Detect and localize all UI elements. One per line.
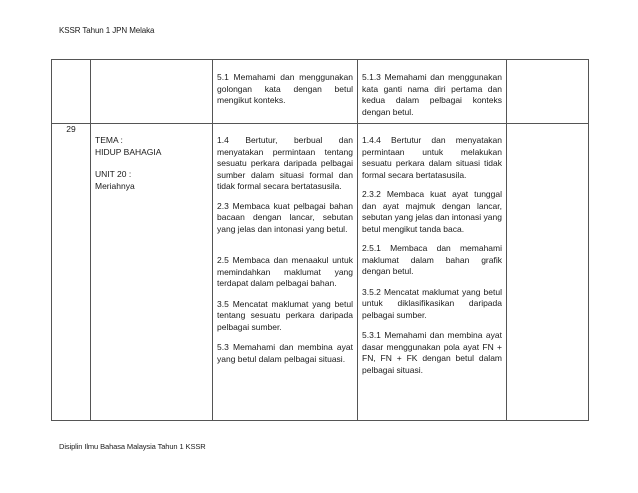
page-header: KSSR Tahun 1 JPN Melaka (59, 26, 155, 35)
learning-standard-text: 2.5.1 Membaca dan memahami maklumat dalam bahan grafik dengan betul. (362, 243, 502, 276)
unit-label: UNIT 20 : (95, 169, 132, 179)
content-standard-text: 1.4 Bertutur, berbual dan menyatakan permintaan tentang sesuatu perkara daripada pelbagai sumber dalam situasi formal dan tidak formal secara bertatasusila. (217, 135, 353, 191)
notes-cell (507, 124, 589, 421)
content-standard-text: 5.3 Memahami dan membina ayat yang betul dalam pelbagai situasi. (217, 342, 353, 364)
content-standard-text: 2.3 Membaca kuat pelbagai bahan bacaan dengan lancar, sebutan yang jelas dan intonasi yang betul. (217, 200, 353, 234)
content-standard-cell (213, 60, 358, 124)
table-row (52, 124, 589, 421)
theme-cell (91, 124, 213, 421)
learning-standard-text: 2.3.2 Membaca kuat ayat tunggal dan ayat majmuk dengan lancar, sebutan yang jelas dan intonasi yang betul mengikut tanda baca. (362, 189, 502, 234)
lesson-plan-table (51, 59, 589, 421)
learning-standard-text: 5.1.3 Memahami dan menggunakan kata ganti nama diri pertama dan kedua dalam pelbagai konteks dengan betul. (362, 72, 502, 117)
content-standard-text: 5.1 Memahami dan menggunakan golongan kata dengan betul mengikut konteks. (217, 72, 353, 105)
theme-label: TEMA : (95, 135, 123, 145)
unit-value: Meriahnya (95, 180, 135, 191)
learning-standard-text: 3.5.2 Mencatat maklumat yang betul untuk diklasifikasikan daripada pelbagai sumber. (362, 286, 502, 320)
theme-value: HIDUP BAHAGIA (95, 146, 162, 157)
learning-standard-text: 1.4.4 Bertutur dan menyatakan permintaan untuk melakukan sesuatu perkara dalam situasi tidak formal secara bertatasusila. (362, 135, 502, 180)
content-standard-cell (213, 124, 358, 421)
page-footer: Disiplin Ilmu Bahasa Malaysia Tahun 1 KSSR (59, 442, 206, 451)
week-number: 29 (66, 124, 76, 134)
notes-cell (507, 60, 589, 124)
content-standard-text: 3.5 Mencatat maklumat yang betul tentang sesuatu perkara daripada pelbagai sumber. (217, 298, 353, 332)
week-cell (52, 60, 91, 124)
learning-standard-text: 5.3.1 Memahami dan membina ayat dasar menggunakan pola ayat FN + FN, FN + FK dengan betul dalam pelbagai situasi. (362, 330, 502, 375)
week-cell (52, 124, 91, 421)
learning-standard-cell (358, 124, 507, 421)
table-row (52, 60, 589, 124)
learning-standard-cell (358, 60, 507, 124)
content-standard-text: 2.5 Membaca dan menaakul untuk memindahkan maklumat yang terdapat dalam pelbagai bahan. (217, 255, 353, 288)
theme-cell (91, 60, 213, 124)
